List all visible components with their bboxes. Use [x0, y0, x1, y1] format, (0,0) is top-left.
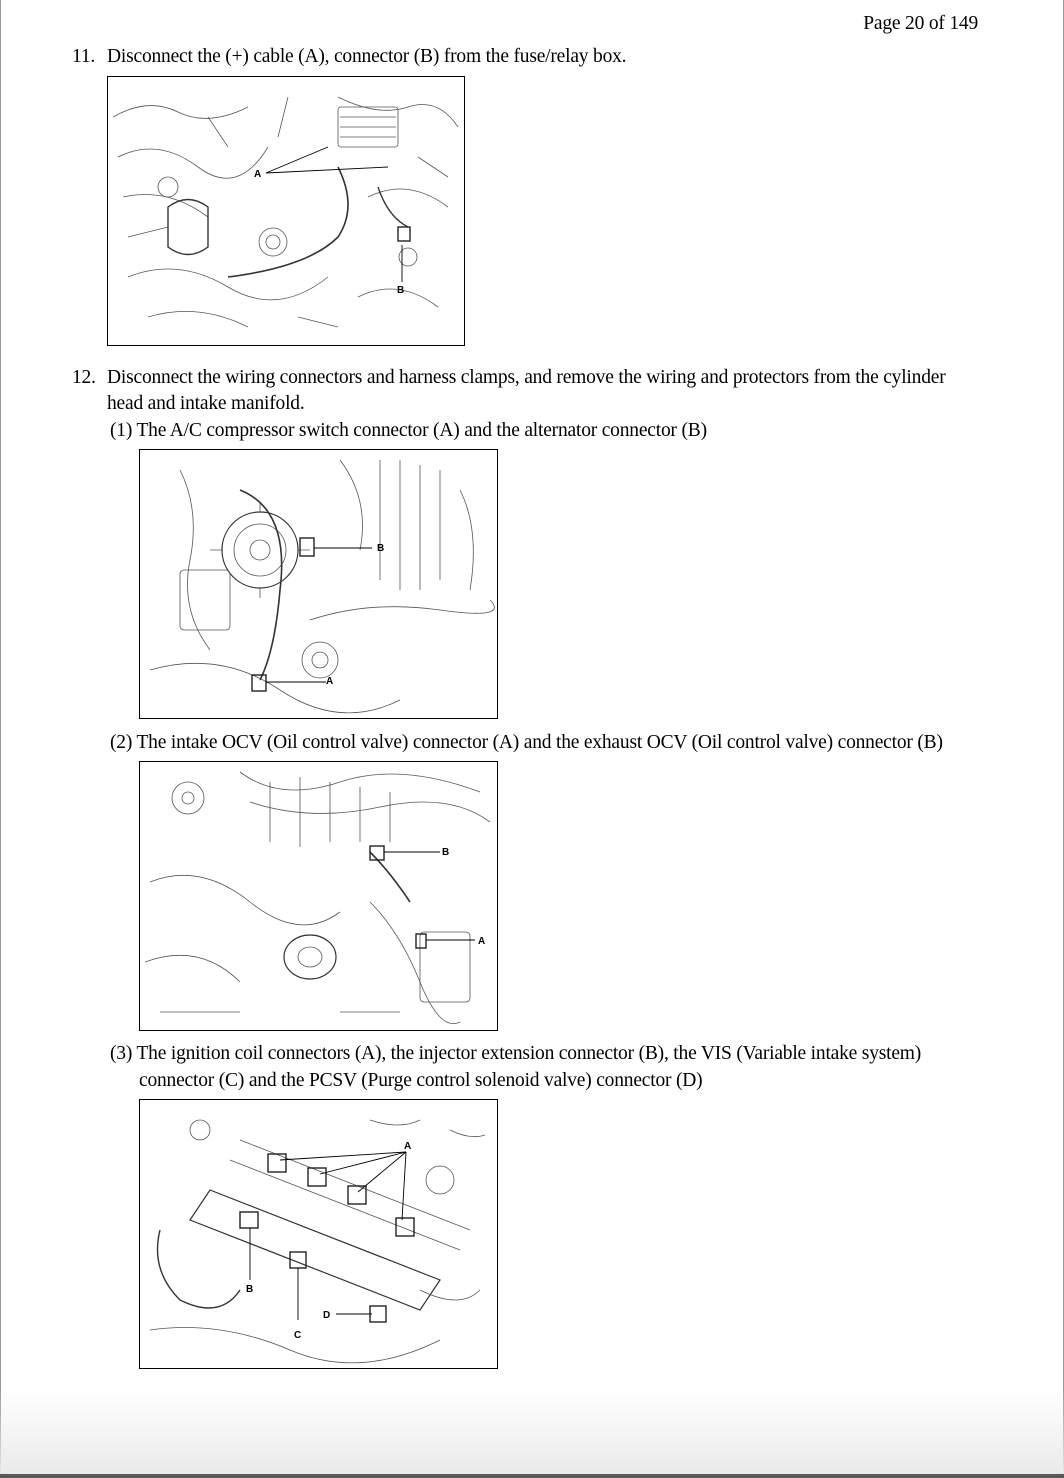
substep-3-text-line2: connector (C) and the PCSV (Purge control solenoid valve) connector (D): [139, 1070, 703, 1091]
callout-a: A: [478, 936, 486, 947]
callout-a: A: [404, 1141, 412, 1152]
callout-b: B: [246, 1284, 254, 1295]
step-12-number: 12.: [72, 367, 96, 388]
page-bottom-shadow: [0, 1388, 1064, 1478]
substep-2-text: (2) The intake OCV (Oil control valve) connector (A) and the exhaust OCV (Oil control valve) connector (B): [110, 732, 943, 753]
ignition-coil-illustration: [140, 1100, 497, 1368]
callout-a: A: [254, 169, 262, 180]
callout-c: C: [294, 1330, 302, 1341]
callout-a: A: [326, 676, 334, 687]
callout-b: B: [442, 847, 450, 858]
callout-d: D: [323, 1310, 331, 1321]
substep-3-text-line1: (3) The ignition coil connectors (A), the injector extension connector (B), the VIS (Variable intake system): [110, 1043, 922, 1064]
callout-b: B: [397, 285, 405, 296]
figure-alternator-connectors: [139, 449, 498, 719]
step-11-number: 11.: [72, 46, 96, 67]
ocv-illustration: [140, 762, 497, 1030]
step-12-text-line1: Disconnect the wiring connectors and harness clamps, and remove the wiring and protectors from the cylinder: [107, 367, 946, 388]
figure-fuse-relay-box: [107, 76, 465, 346]
viewer-bottom-edge: [0, 1474, 1064, 1478]
step-12-text-line2: head and intake manifold.: [107, 393, 305, 414]
figure-ignition-coil-connectors: [139, 1099, 498, 1369]
substep-1-text: (1) The A/C compressor switch connector (A) and the alternator connector (B): [110, 420, 707, 441]
figure-ocv-connectors: [139, 761, 498, 1031]
page-number: Page 20 of 149: [863, 13, 978, 34]
callout-b: B: [377, 543, 385, 554]
alternator-illustration: [140, 450, 497, 718]
step-11-text: Disconnect the (+) cable (A), connector (B) from the fuse/relay box.: [107, 46, 627, 67]
fuse-relay-box-illustration: [108, 77, 464, 345]
